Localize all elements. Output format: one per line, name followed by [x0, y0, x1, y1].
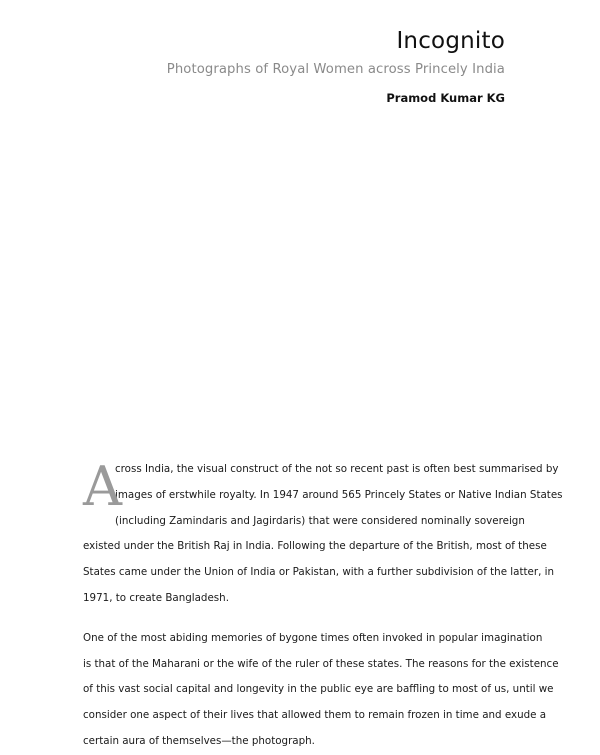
paragraph-1 — [83, 455, 563, 612]
paragraph-2-line: consider one aspect of their lives that allowed them to remain frozen in time and exude a — [83, 709, 547, 722]
paragraph-2-line: is that of the Maharani or the wife of the ruler of these states. The reasons for the existence — [83, 657, 559, 670]
drop-cap: A — [83, 455, 122, 518]
paragraph-1-line: existed under the British Raj in India. Following the departure of the British, most of these — [83, 540, 547, 553]
paragraph-2-line: of this vast social capital and longevity in the public eye are baffling to most of us, until we — [83, 683, 554, 696]
book-title: Incognito — [396, 28, 505, 54]
paragraph-1-line: cross India, the visual construct of the not so recent past is often best summarised by — [115, 463, 559, 475]
body-text — [83, 455, 563, 755]
paragraph-1-line: (including Zamindaris and Jagirdaris) that were considered nominally sovereign — [115, 514, 525, 527]
book-subtitle: Photographs of Royal Women across Princely India — [166, 62, 505, 77]
paragraph-1-line: States came under the Union of India or Pakistan, with a further subdivision of the latter, in — [83, 566, 555, 579]
paragraph-2-line: One of the most abiding memories of bygone times often invoked in popular imagination — [83, 631, 543, 644]
author-name: Pramod Kumar KG — [386, 91, 505, 105]
paragraph-1-line: 1971, to create Bangladesh. — [83, 591, 229, 604]
paragraph-2-line: certain aura of themselves—the photograph. — [83, 734, 315, 747]
paragraph-1-line: images of erstwhile royalty. In 1947 around 565 Princely States or Native Indian States — [115, 488, 563, 501]
paragraph-2 — [83, 626, 559, 755]
